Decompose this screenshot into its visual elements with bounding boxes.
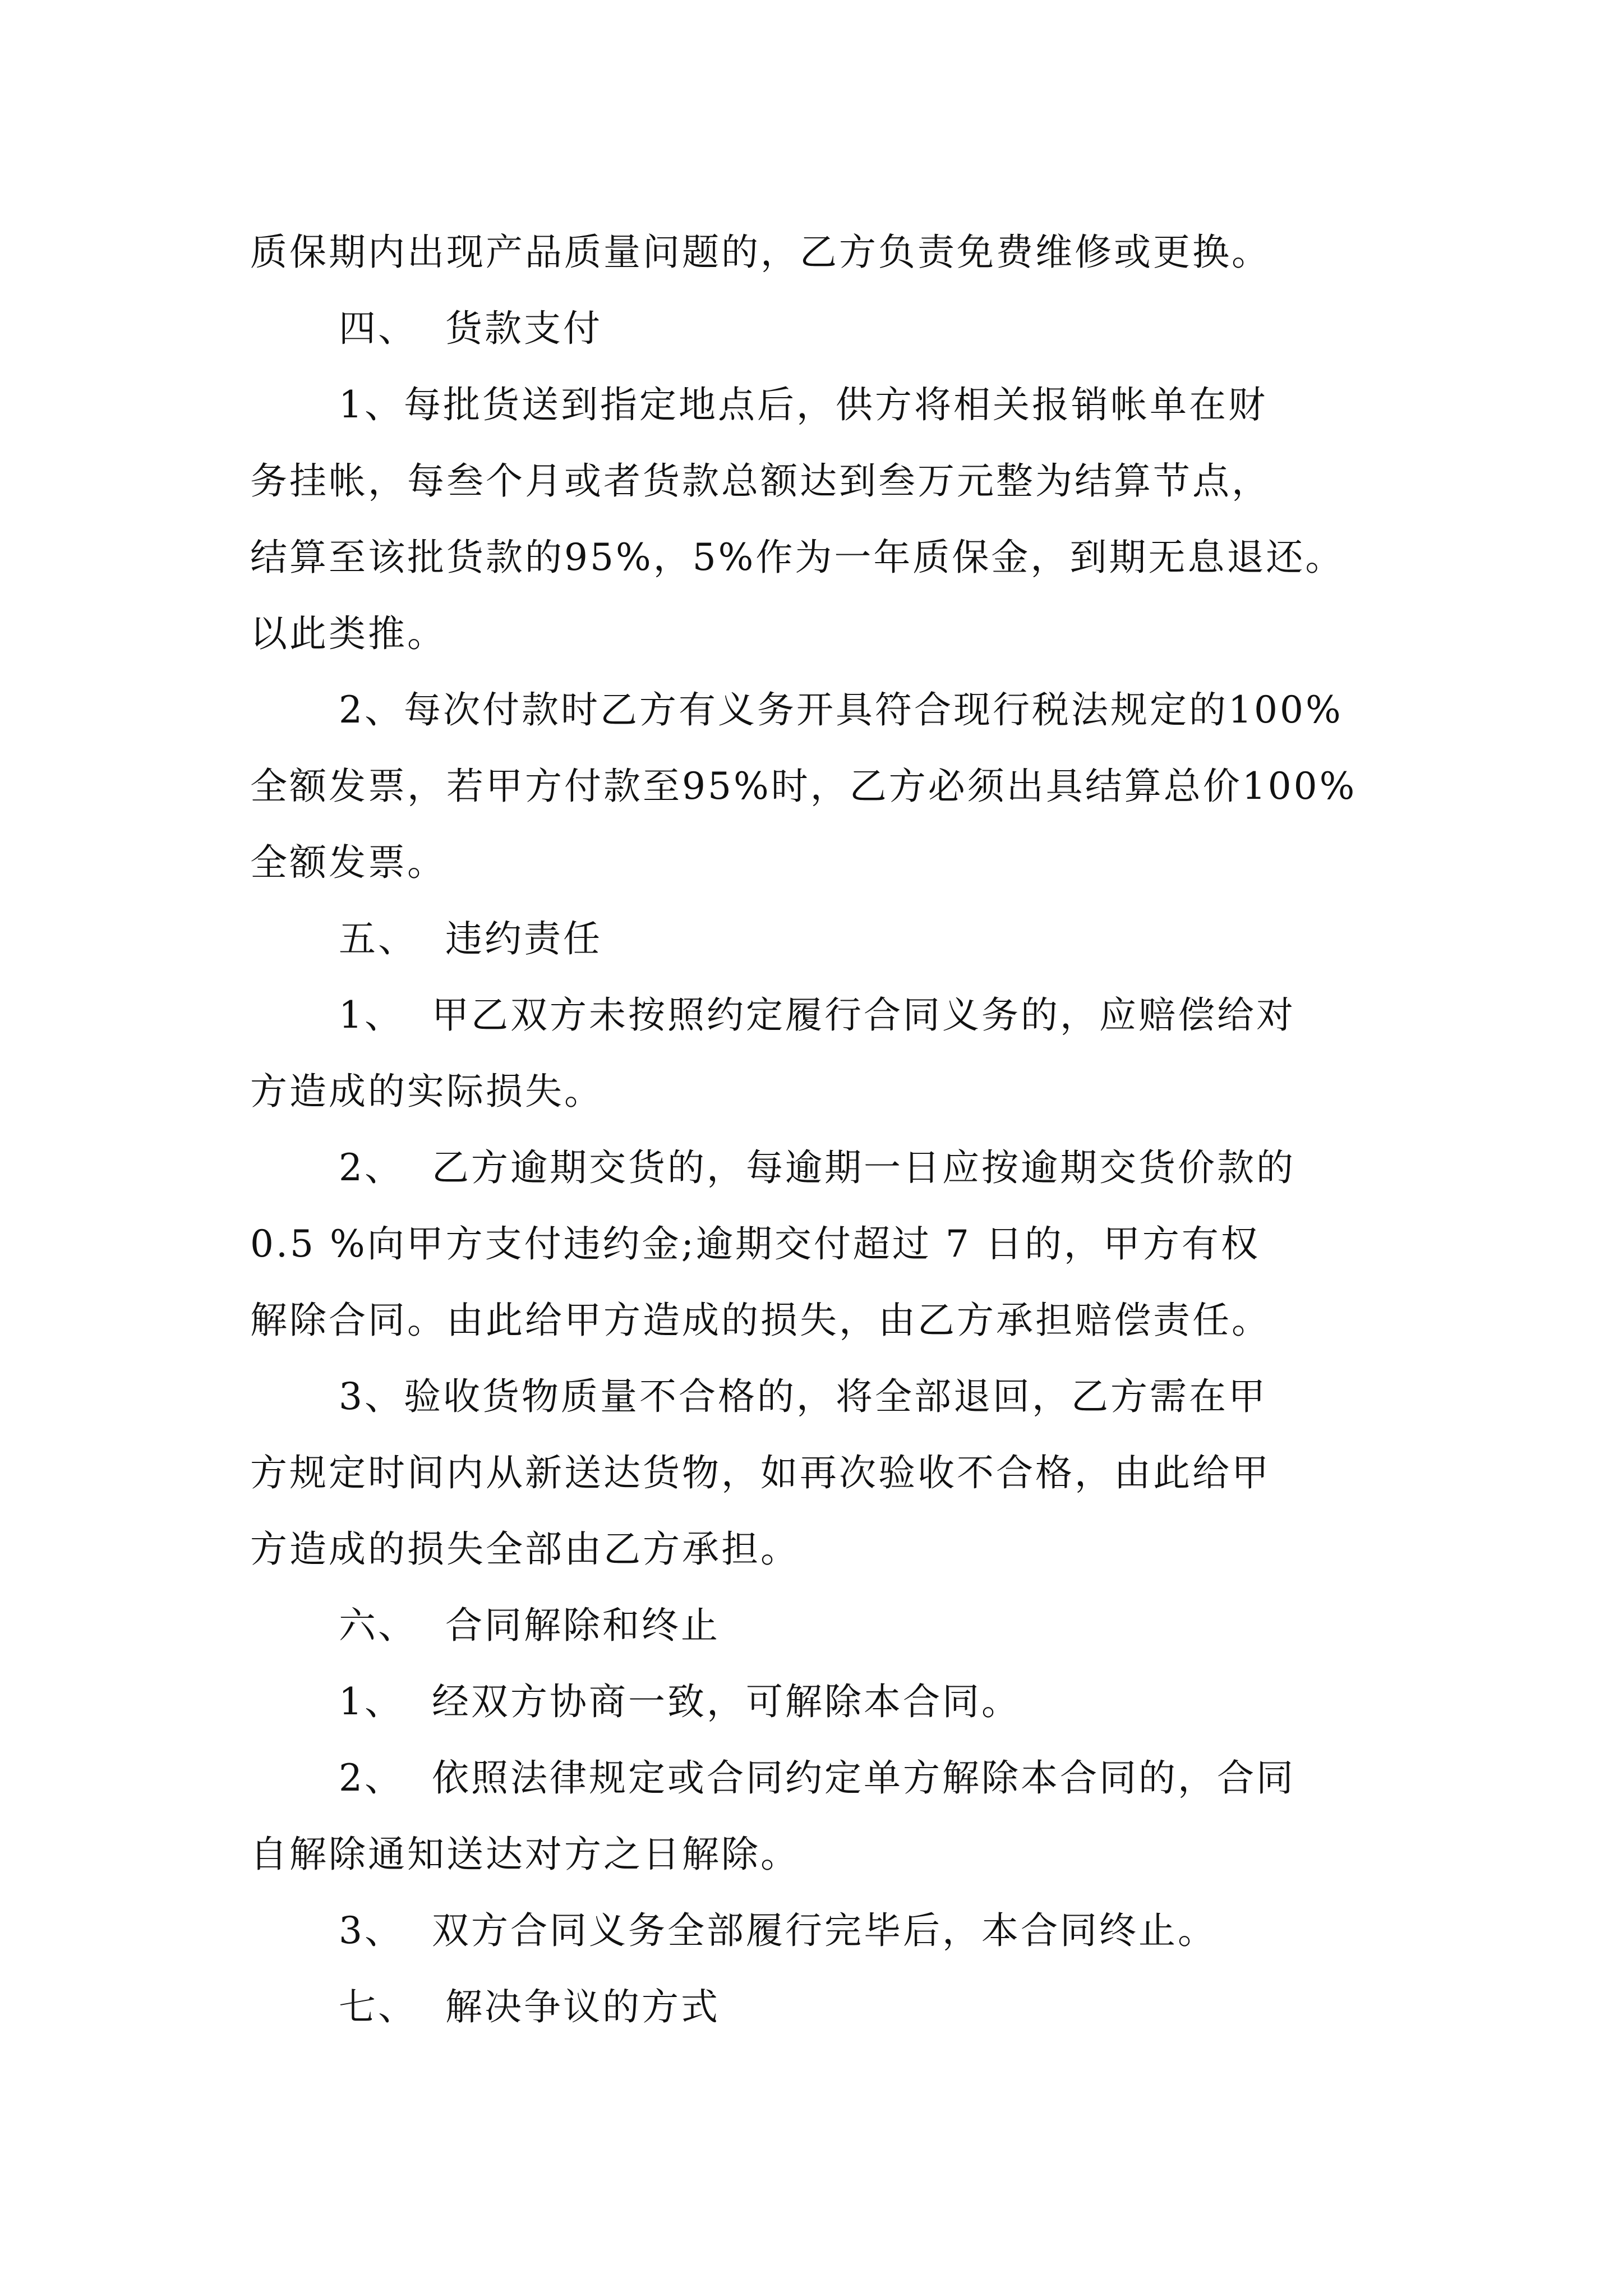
section-heading-dispute: 七、 解决争议的方式 [339, 1985, 720, 2028]
text-line: 方造成的损失全部由乙方承担。 [250, 1527, 800, 1571]
text-line: 务挂帐，每叁个月或者货款总额达到叁万元整为结算节点， [250, 459, 1271, 503]
text-line: 解除合同。由此给甲方造成的损失，由乙方承担赔偿责任。 [250, 1299, 1271, 1342]
text-line: 1、 经双方协商一致，可解除本合同。 [339, 1680, 1021, 1723]
text-line: 1、每批货送到指定地点后，供方将相关报销帐单在财 [339, 383, 1267, 426]
text-line: 2、 乙方逾期交货的，每逾期一日应按逾期交货价款的 [339, 1146, 1295, 1189]
text-line: 方造成的实际损失。 [250, 1070, 603, 1113]
section-heading-liability: 五、 违约责任 [339, 917, 602, 960]
text-line: 2、 依照法律规定或合同约定单方解除本合同的，合同 [339, 1756, 1295, 1800]
text-line: 全额发票。 [250, 841, 446, 884]
text-line: 结算至该批货款的95%，5%作为一年质保金，到期无息退还。 [250, 536, 1345, 579]
text-line: 3、 双方合同义务全部履行完毕后，本合同终止。 [339, 1909, 1217, 1952]
text-line: 2、每次付款时乙方有义务开具符合现行税法规定的100% [339, 688, 1343, 731]
text-line: 全额发票，若甲方付款至95%时，乙方必须出具结算总价100% [250, 765, 1357, 808]
text-line: 1、 甲乙双方未按照约定履行合同义务的，应赔偿给对 [339, 993, 1295, 1037]
section-heading-termination: 六、 合同解除和终止 [339, 1604, 720, 1647]
text-line: 3、验收货物质量不合格的，将全部退回，乙方需在甲 [339, 1375, 1267, 1418]
section-heading-payment: 四、 货款支付 [339, 307, 602, 350]
text-line: 方规定时间内从新送达货物，如再次验收不合格，由此给甲 [250, 1451, 1271, 1494]
text-line: 以此类推。 [250, 612, 446, 655]
text-line: 0.5 %向甲方支付违约金;逾期交付超过 7 日的，甲方有权 [250, 1222, 1260, 1266]
text-line: 自解除通知送达对方之日解除。 [250, 1833, 800, 1876]
text-line: 质保期内出现产品质量问题的，乙方负责免费维修或更换。 [250, 231, 1271, 274]
